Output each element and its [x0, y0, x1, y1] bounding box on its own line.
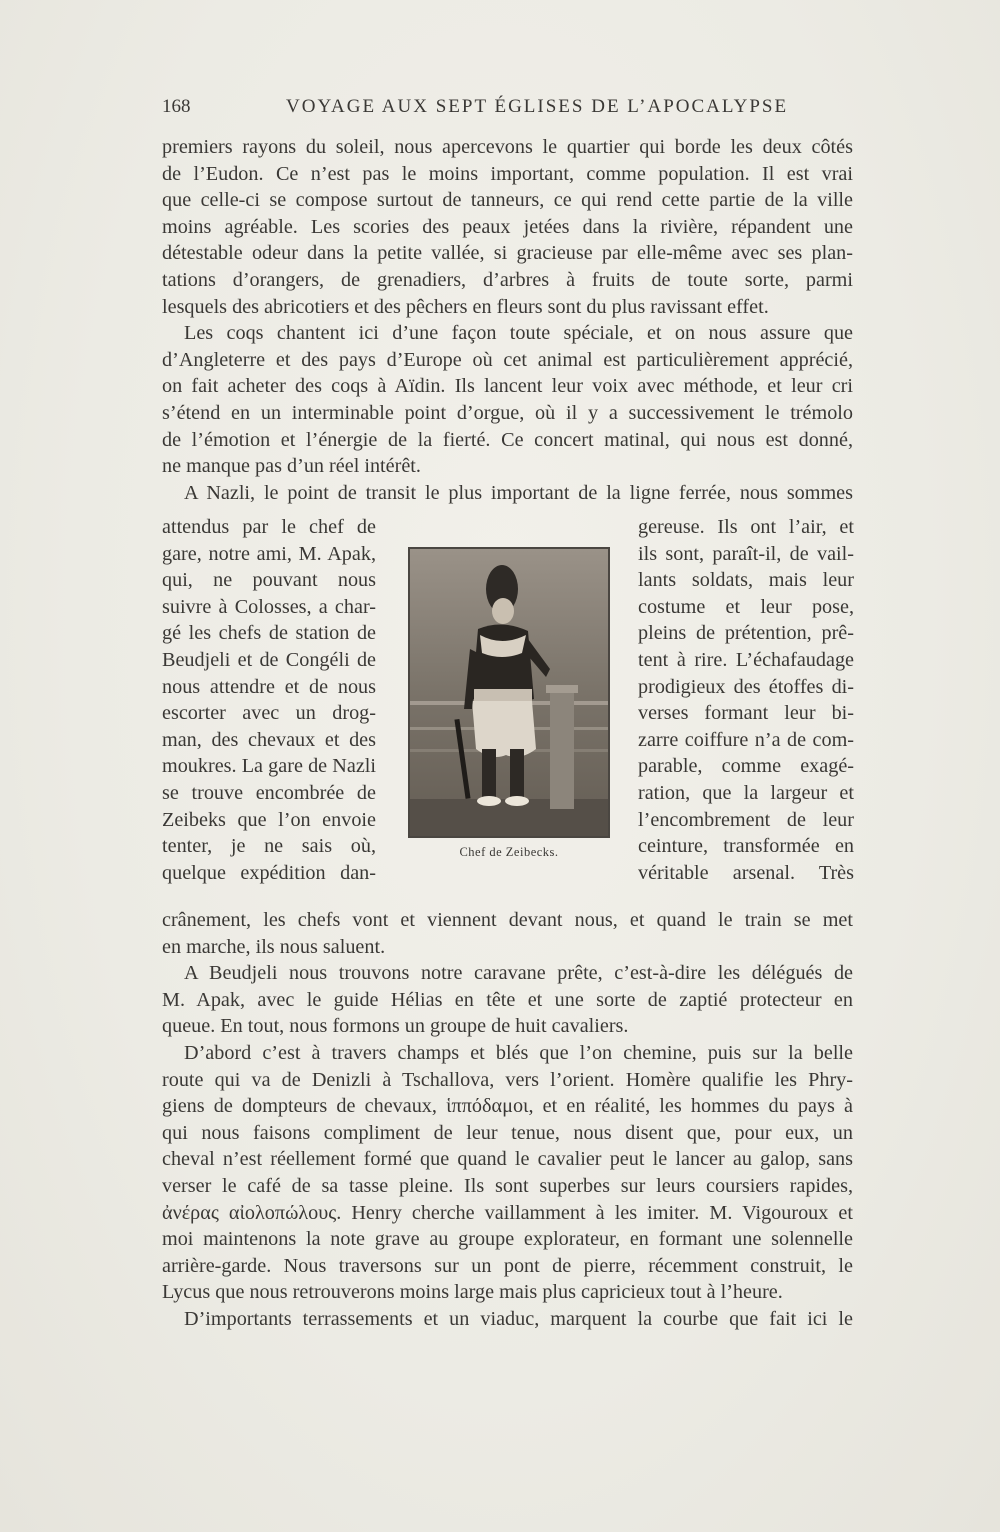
- text-line: ἀνέρας αἰολοπώλους. Henry cherche vaillamment à les imiter. M. Vigouroux et: [162, 1201, 853, 1224]
- text-column-right: [638, 514, 854, 886]
- text-line: Les coqs chantent ici d’une façon toute spéciale, et on nous assure que: [184, 322, 853, 345]
- column-line: verses formant leur bi-: [638, 702, 854, 725]
- text-line: A Nazli, le point de transit le plus important de la ligne ferrée, nous sommes: [184, 481, 853, 504]
- figure-caption: Chef de Zeibecks.: [459, 845, 559, 859]
- column-line: Zeibeks que l’on envoie: [162, 808, 376, 831]
- text-line: tations d’orangers, de grenadiers, d’arbres à fruits de toute sorte, parmi: [162, 268, 853, 291]
- figure-plate: [408, 547, 610, 838]
- column-line: suivre à Colosses, a char-: [162, 595, 376, 618]
- text-line: qui nous faisons compliment de leur tenue, nous disent que, pour eux, un: [162, 1121, 853, 1144]
- running-title: VOYAGE AUX SEPT ÉGLISES DE L’APOCALYPSE: [286, 96, 789, 117]
- column-line: se trouve encombrée de: [162, 781, 376, 804]
- column-line: tent à rire. L’échafaudage: [638, 648, 854, 671]
- column-line: prodigieux des étoffes di-: [638, 675, 854, 698]
- column-line: véritable arsenal. Très: [638, 861, 854, 884]
- text-line: en marche, ils nous saluent.: [162, 935, 386, 958]
- text-line: cheval n’est réellement formé que quand le cavalier peut le lancer au galop, sans: [162, 1148, 853, 1171]
- column-line: gereuse. Ils ont l’air, et: [638, 516, 854, 538]
- page-header: [162, 96, 852, 124]
- text-line: ne manque pas d’un réel intérêt.: [162, 455, 421, 478]
- text-line: arrière-garde. Nous traversons sur un pont de pierre, récemment construit, le: [162, 1254, 853, 1277]
- zeibek-chief-illustration: [410, 549, 608, 836]
- column-line: quelque expédition dan-: [162, 861, 376, 884]
- text-line: s’étend en un interminable point d’orgue, où il y a successivement le trémolo: [162, 401, 853, 424]
- column-line: lants soldats, mais leur: [638, 569, 854, 592]
- text-line: moi maintenons la note grave au groupe explorateur, en formant une solennelle: [162, 1228, 853, 1251]
- text-block-top: [162, 134, 853, 506]
- column-line: qui, ne pouvant nous: [162, 569, 376, 592]
- column-line: gé les chefs de station de: [162, 622, 376, 645]
- column-line: man, des chevaux et des: [162, 728, 376, 751]
- column-line: zarre coiffure n’a de com-: [638, 728, 854, 751]
- column-line: escorter avec un drog-: [162, 702, 376, 725]
- text-line: de l’émotion et l’énergie de la fierté. Ce concert matinal, qui nous est donné,: [162, 428, 853, 451]
- column-line: tenter, je ne sais où,: [162, 835, 376, 858]
- text-line: on fait acheter des coqs à Aïdin. Ils lancent leur voix avec méthode, et leur cri: [162, 375, 853, 398]
- column-line: moukres. La gare de Nazli: [162, 755, 376, 778]
- text-block-bottom: [162, 907, 853, 1333]
- text-line: premiers rayons du soleil, nous apercevons le quartier qui borde les deux côtés: [162, 136, 853, 158]
- text-line: que celle-ci se compose surtout de tanneurs, ce qui rend cette partie de la ville: [162, 189, 853, 212]
- text-line: moins agréable. Les scories des peaux jetées dans la rivière, répandent une: [162, 215, 853, 238]
- column-line: pleins de prétention, prê-: [638, 622, 854, 645]
- text-line: verser le café de sa tasse pleine. Ils sont superbes sur leurs coursiers rapides,: [162, 1174, 853, 1197]
- column-line: Beudjeli et de Congéli de: [162, 648, 376, 671]
- column-line: gare, notre ami, M. Apak,: [162, 542, 376, 565]
- column-line: ceinture, transformée en: [638, 835, 854, 858]
- column-line: l’encombrement de leur: [638, 808, 854, 831]
- column-line: ils sont, paraît-il, de vail-: [638, 542, 854, 565]
- text-line: détestable odeur dans la petite vallée, si gracieuse par elle-même avec ses plan-: [162, 242, 853, 265]
- text-column-left: [162, 514, 376, 886]
- text-line: giens de dompteurs de chevaux, ἱππόδαμοι, et en réalité, les hommes du pays à: [162, 1095, 853, 1118]
- text-line: queue. En tout, nous formons un groupe de huit cavaliers.: [162, 1015, 629, 1038]
- text-line: lesquels des abricotiers et des pêchers en fleurs sont du plus ravissant effet.: [162, 295, 769, 318]
- text-line: crânement, les chefs vont et viennent devant nous, et quand le train se met: [162, 909, 853, 931]
- text-line: D’abord c’est à travers champs et blés que l’on chemine, puis sur la belle: [184, 1041, 853, 1064]
- column-line: nous attendre et de nous: [162, 675, 376, 698]
- text-line: de l’Eudon. Ce n’est pas le moins important, comme population. Il est vrai: [162, 162, 853, 185]
- text-line: A Beudjeli nous trouvons notre caravane prête, c’est-à-dire les délégués de: [184, 962, 853, 985]
- text-line: M. Apak, avec le guide Hélias en tête et une sorte de zaptié protecteur en: [162, 988, 853, 1011]
- text-line: route qui va de Denizli à Tschallova, vers l’orient. Homère qualifie les Phry-: [162, 1068, 853, 1091]
- column-line: parable, comme exagé-: [638, 755, 854, 778]
- page-number: 168: [162, 96, 191, 117]
- column-line: ration, que la largeur et: [638, 781, 854, 804]
- text-line: D’importants terrassements et un viaduc, marquent la courbe que fait ici le: [184, 1307, 853, 1330]
- text-line: Lycus que nous retrouverons moins large mais plus capricieux tout à l’heure.: [162, 1281, 783, 1304]
- text-line: d’Angleterre et des pays d’Europe où cet animal est particulièrement apprécié,: [162, 348, 853, 371]
- column-line: attendus par le chef de: [162, 516, 376, 538]
- column-line: costume et leur pose,: [638, 595, 854, 618]
